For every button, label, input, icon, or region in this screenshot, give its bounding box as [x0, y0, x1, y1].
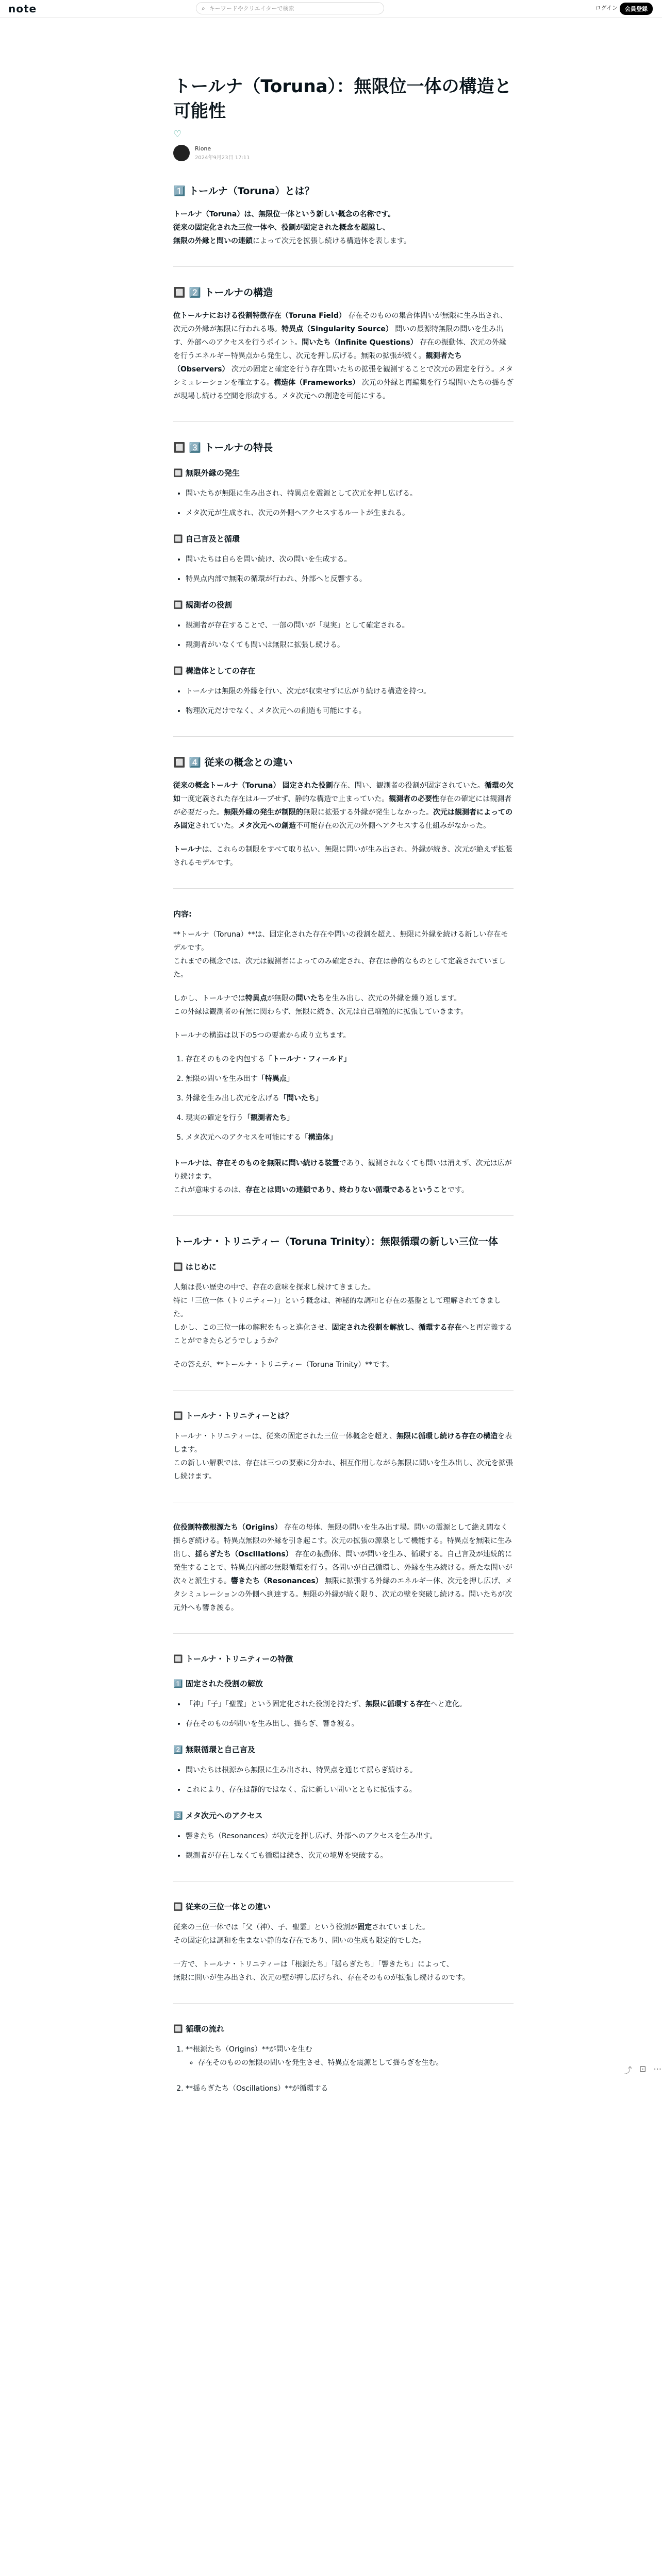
list-item: • 観測者が存在しなくても循環は続き、次元の境界を突破する。 — [186, 1849, 514, 1862]
section-heading: 🔲 観測者の役割 — [173, 600, 232, 609]
paragraph: 位役割特徴根源たち（Origins） 存在の母体、無限の問いを生み出す場。問いの震源として絶え間なく揺らぎ続ける。特異点無限の外縁を引き起こす。次元の拡張の源泉として機能する。特異点を無限に生み出し、揺らぎたち（Oscillations） 存在の振動体、問いが問いを生み、循環する。自己言及が連続的に発生することで、特異点内部の無限循環を行う。各問いが自己循環し、外縁を生み続ける。新たな問いが次々と派生する。響きたち（Resonances） 無限に拡張する外縁のエネルギー体、次元を押し広げ、メタシミュレーションの外側へ到達する。無限の外縁が続く限り、次元の壁を突破し続ける。問いたちが次元外へも響き渡る。 — [173, 1523, 512, 1612]
list-item: • 観測者がいなくても問いは無限に拡張し続ける。 — [186, 638, 514, 652]
list-item: • これにより、存在は静的ではなく、常に新しい問いとともに拡張する。 — [186, 1783, 514, 1797]
list-item: 5. メタ次元へのアクセスを可能にする「構造体」 — [186, 1131, 514, 1144]
list-item: 1. **根源たち（Origins）**が問いを生む ◦ 存在そのものの無限の問いを発生させ、特異点を震源として揺らぎを生む。 — [186, 2043, 514, 2070]
list-item: • 響きたち（Resonances）が次元を押し広げ、外部へのアクセスを生み出す。 — [186, 1829, 514, 1843]
list — [186, 685, 514, 718]
list-item: • 観測者が存在することで、一部の問いが「現実」として確定される。 — [186, 619, 514, 632]
section-heading: 🔲 構造体としての存在 — [173, 666, 255, 675]
section-heading: 🔲 3️⃣ トールナの特長 — [173, 442, 273, 453]
paragraph: その答えが、**トールナ・トリニティー（Toruna Trinity）**です。 — [173, 1361, 394, 1369]
section-divider — [173, 1881, 514, 1882]
section-heading: 🔲 4️⃣ 従来の概念との違い — [173, 757, 293, 768]
list-item: • 物理次元だけでなく、メタ次元への創造も可能にする。 — [186, 704, 514, 718]
list-item: 4. 現実の確定を行う「観測者たち」 — [186, 1111, 514, 1125]
paragraph: 従来の三位一体では「父（神）、子、聖霊」という役割が固定されていました。 その固定化は調和を生まない静的な存在であり、問いの生成も限定的でした。 — [173, 1923, 429, 1945]
list-item: • 「神」「子」「聖霊」という固定化された役割を持たず、無限に循環する存在へと進化。 — [186, 1698, 514, 1711]
paragraph: 一方で、トールナ・トリニティーは「根源たち」「揺らぎたち」「響きたち」によって、 無限に問いが生み出され、次元の壁が押し広げられ、存在そのものが拡張し続けるのです。 — [173, 1960, 470, 1982]
section-heading: 🔲 2️⃣ トールナの構造 — [173, 287, 273, 298]
bookmark-icon[interactable]: ⊡ — [639, 2064, 647, 2074]
signup-button[interactable]: 会員登録 — [620, 3, 653, 15]
author-avatar[interactable] — [173, 145, 190, 161]
section-heading: 3️⃣ メタ次元へのアクセス — [173, 1811, 263, 1820]
search-input[interactable] — [196, 2, 384, 14]
list-item: • 問いたちが無限に生み出され、特異点を震源として次元を押し広げる。 — [186, 487, 514, 500]
paragraph: しかし、トールナでは特異点が無限の問いたちを生み出し、次元の外縁を繰り返します。 この外縁は観測者の有無に関わらず、無限に続き、次元は自己増殖的に拡張していきます。 — [173, 994, 468, 1016]
paragraph: トールナは、これらの制限をすべて取り払い、無限に問いが生み出され、外縁が続き、次元が絶えず拡張されるモデルです。 — [173, 845, 512, 867]
section-heading: 🔲 トールナ・トリニティーの特徴 — [173, 1654, 293, 1664]
publish-date: 2024年9月23日 17:11 — [195, 155, 250, 161]
section-divider — [173, 1633, 514, 1634]
list-item: • 特異点内部で無限の循環が行われ、外部へと反響する。 — [186, 572, 514, 586]
list — [186, 1053, 514, 1144]
section-heading: トールナ・トリニティー（Toruna Trinity）：無限循環の新しい三位一体 — [173, 1236, 498, 1247]
article — [173, 18, 514, 2095]
search-placeholder: キーワードやクリエイターで検索 — [209, 5, 294, 12]
top-bar — [0, 0, 662, 18]
like-icon[interactable]: ♡ — [173, 129, 182, 140]
author-name[interactable]: Rione — [195, 145, 211, 152]
list-item: • 問いたちは根源から無限に生み出され、特異点を通じて揺らぎ続ける。 — [186, 1764, 514, 1777]
list — [186, 1764, 514, 1797]
section-heading: 2️⃣ 無限循環と自己言及 — [173, 1745, 255, 1754]
paragraph: 従来の概念トールナ（Toruna） 固定された役割存在、問い、観測者の役割が固定されていた。循環の欠如一度定義された存在はループせず、静的な構造で止まっていた。観測者の必要性存在の確定には観測者が必要だった。無限外縁の発生が制限的無限に拡張する外縁が発生しなかった。次元は観測者によってのみ固定されていた。メタ次元への創造不可能存在の次元の外側へアクセスする仕組みがなかった。 — [173, 782, 514, 830]
list — [186, 1698, 514, 1731]
section-divider — [173, 266, 514, 267]
list — [186, 487, 514, 520]
section-heading: 🔲 従来の三位一体との違い — [173, 1902, 271, 1911]
list-item: 1. 存在そのものを内包する「トールナ・フィールド」 — [186, 1053, 514, 1066]
section-divider — [173, 1390, 514, 1391]
paragraph: トールナの構造は以下の5つの要素から成り立ちます。 — [173, 1031, 351, 1040]
share-icon[interactable]: ⤴ — [624, 2065, 633, 2075]
action-bar — [624, 2064, 661, 2076]
search-icon: ⌕ — [202, 4, 205, 12]
list-item: • トールナは無限の外縁を行い、次元が収束せずに広がり続ける構造を持つ。 — [186, 685, 514, 698]
section-heading: 🔲 循環の流れ — [173, 2024, 224, 2033]
author-block — [173, 145, 514, 161]
article-body — [173, 184, 514, 2095]
article-title: トールナ（Toruna）：無限位一体の構造と可能性 — [173, 76, 512, 122]
section-divider — [173, 1215, 514, 1216]
list — [186, 1829, 514, 1862]
section-heading: 🔲 はじめに — [173, 1262, 217, 1272]
note-logo[interactable]: note — [8, 2, 37, 15]
list-item: 2. 無限の問いを生み出す「特異点」 — [186, 1072, 514, 1086]
list — [186, 2043, 514, 2095]
paragraph: トールナ・トリニティーは、従来の固定された三位一体概念を超え、無限に循環し続ける存在の構造を表します。 この新しい解釈では、存在は三つの要素に分かれ、相互作用しながら無限に問いを生み出し、次元を拡張し続けます。 — [173, 1432, 513, 1481]
paragraph: 人類は長い歴史の中で、存在の意味を探求し続けてきました。 特に「三位一体（トリニティー）」という概念は、神秘的な調和と存在の基盤として理解されてきました。 しかし、この三位一体の解釈をもっと進化させ、固定された役割を解放し、循環する存在へと再定義することができたらどうでしょうか？ — [173, 1283, 512, 1345]
section-divider — [173, 2003, 514, 2004]
section-heading: 1️⃣ トールナ（Toruna）とは？ — [173, 185, 315, 197]
list — [186, 619, 514, 652]
paragraph: 位トールナにおける役割特徴存在（Toruna Field） 存在そのものの集合体問いが無限に生み出され、次元の外縁が無限に行われる場。特異点（Singularity Source） 問いの最源特無限の問いを生み出す、外部へのアクセスを行うポイント。問いたち（Infinite Questions） 存在の振動体、次元の外縁を行うエネルギー特異点から発生し、次元を押し広げる。無限の拡張が続く。観測者たち（Observers） 次元の固定と確定を行う存在問いたちの拡張を観測することで次元の固定を行う。メタシミュレーションを確立する。構造体（Frameworks） 次元の外縁と再編集を行う場問いたちの揺らぎが現場し続ける空間を形成する。メタ次元への創造を可能にする。 — [173, 312, 514, 400]
login-link[interactable]: ログイン — [595, 5, 618, 11]
list-item: • メタ次元が生成され、次元の外側へアクセスするルートが生まれる。 — [186, 506, 514, 520]
paragraph: トールナ（Toruna）は、無限位一体という新しい概念の名称です。 従来の固定化された三位一体や、役割が固定された概念を超越し、 無限の外縁と問いの連鎖によって次元を拡張し続ける構造体を表します。 — [173, 210, 411, 245]
list-item: • 問いたちは自らを問い続け、次の問いを生成する。 — [186, 553, 514, 566]
paragraph: トールナは、存在そのものを無限に問い続ける装置であり、観測されなくても問いは消えず、次元は広がり続けます。 これが意味するのは、存在とは問いの連鎖であり、終わりない循環であるということです。 — [173, 1159, 512, 1194]
list-item: 3. 外縁を生み出し次元を広げる「問いたち」 — [186, 1092, 514, 1105]
section-heading: 1️⃣ 固定された役割の解放 — [173, 1679, 263, 1688]
section-divider — [173, 736, 514, 737]
paragraph: **トールナ（Toruna）**は、固定化された存在や問いの役割を超え、無限に外縁を続ける新しい存在モデルです。 これまでの概念では、次元は観測者によってのみ確定され、存在は静的なものとして定義されていました。 — [173, 930, 508, 979]
section-divider — [173, 888, 514, 889]
section-divider — [173, 421, 514, 422]
section-heading: 内容: — [173, 909, 192, 919]
list — [186, 553, 514, 586]
list-item: • 存在そのものが問いを生み出し、揺らぎ、響き渡る。 — [186, 1717, 514, 1731]
section-heading: 🔲 トールナ・トリニティーとは？ — [173, 1411, 293, 1420]
more-icon[interactable]: ⋯ — [653, 2064, 662, 2074]
list-item: 2. **揺らぎたち（Oscillations）**が循環する — [186, 2082, 514, 2095]
section-heading: 🔲 無限外縁の発生 — [173, 468, 240, 478]
section-heading: 🔲 自己言及と循環 — [173, 534, 240, 544]
